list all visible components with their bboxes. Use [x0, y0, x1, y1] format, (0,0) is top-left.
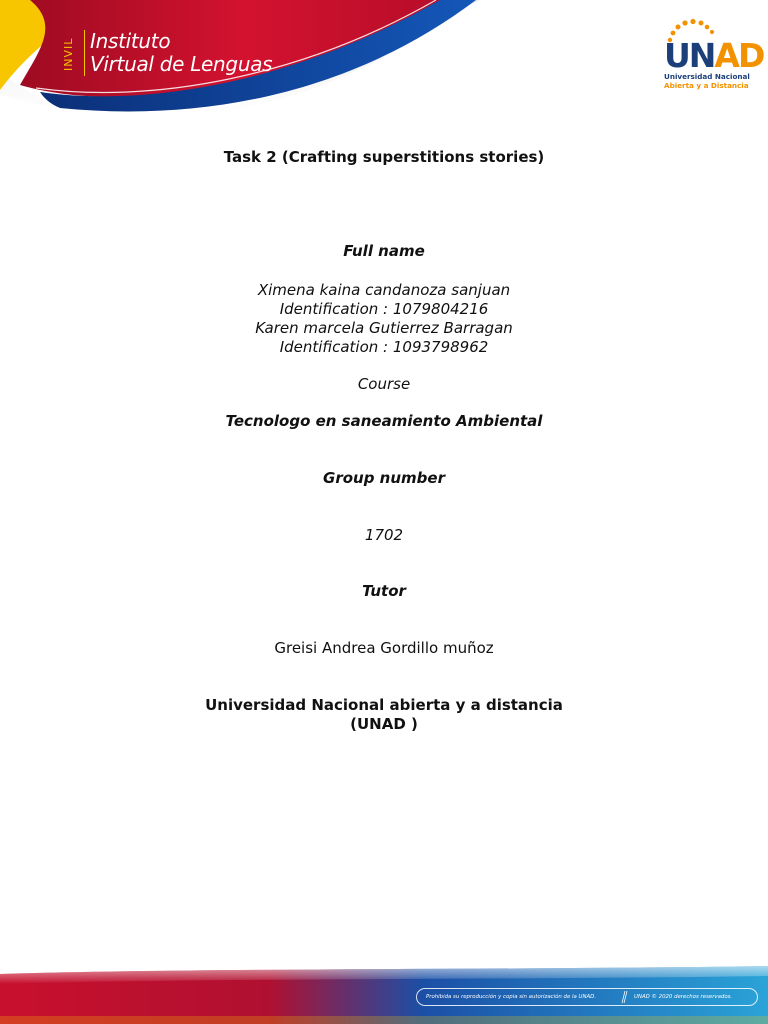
university-name: Universidad Nacional abierta y a distancia: [205, 696, 563, 714]
course-value: Tecnologo en saneamiento Ambiental: [225, 412, 543, 430]
unad-logo-line1: Universidad Nacional: [664, 72, 750, 81]
footer-separator: [620, 990, 628, 1004]
student2-name: Karen marcela Gutierrez Barragan: [255, 319, 513, 337]
unad-logo-line2: Abierta y a Distancia: [664, 81, 749, 90]
tutor-name: Greisi Andrea Gordillo muñoz: [274, 639, 494, 657]
ivl-title-line2: Virtual de Lenguas: [90, 52, 273, 76]
tutor-label: Tutor: [362, 582, 406, 600]
ivl-title-line1: Instituto: [90, 29, 171, 53]
unad-logo: [658, 18, 764, 98]
task-title: Task 2 (Crafting superstitions stories): [223, 148, 545, 166]
university-acronym: (UNAD ): [350, 715, 418, 733]
unad-logo-wordmark: [664, 38, 763, 74]
unad-logo-subtitle: [664, 72, 750, 90]
group-number-label: Group number: [323, 469, 445, 487]
ivl-vertical-label: INVIL: [62, 37, 75, 71]
student2-id: Identification : 1093798962: [279, 338, 489, 356]
ivl-divider: [84, 30, 85, 76]
ivl-logo-title: [90, 30, 272, 76]
full-name-label: Full name: [343, 242, 425, 260]
group-number-value: 1702: [364, 526, 404, 544]
course-label: Course: [357, 375, 411, 393]
footer-copyright: UNAD © 2020 derechos reservados.: [634, 994, 733, 1000]
student1-id: Identification : 1079804216: [279, 300, 489, 318]
footer-copy-notice: Prohibida su reproducción y copia sin autorización de la UNAD.: [426, 994, 597, 1000]
unad-logo-ad: AD: [714, 36, 764, 75]
unad-logo-un: UN: [664, 36, 715, 75]
student1-name: Ximena kaina candanoza sanjuan: [257, 281, 511, 299]
